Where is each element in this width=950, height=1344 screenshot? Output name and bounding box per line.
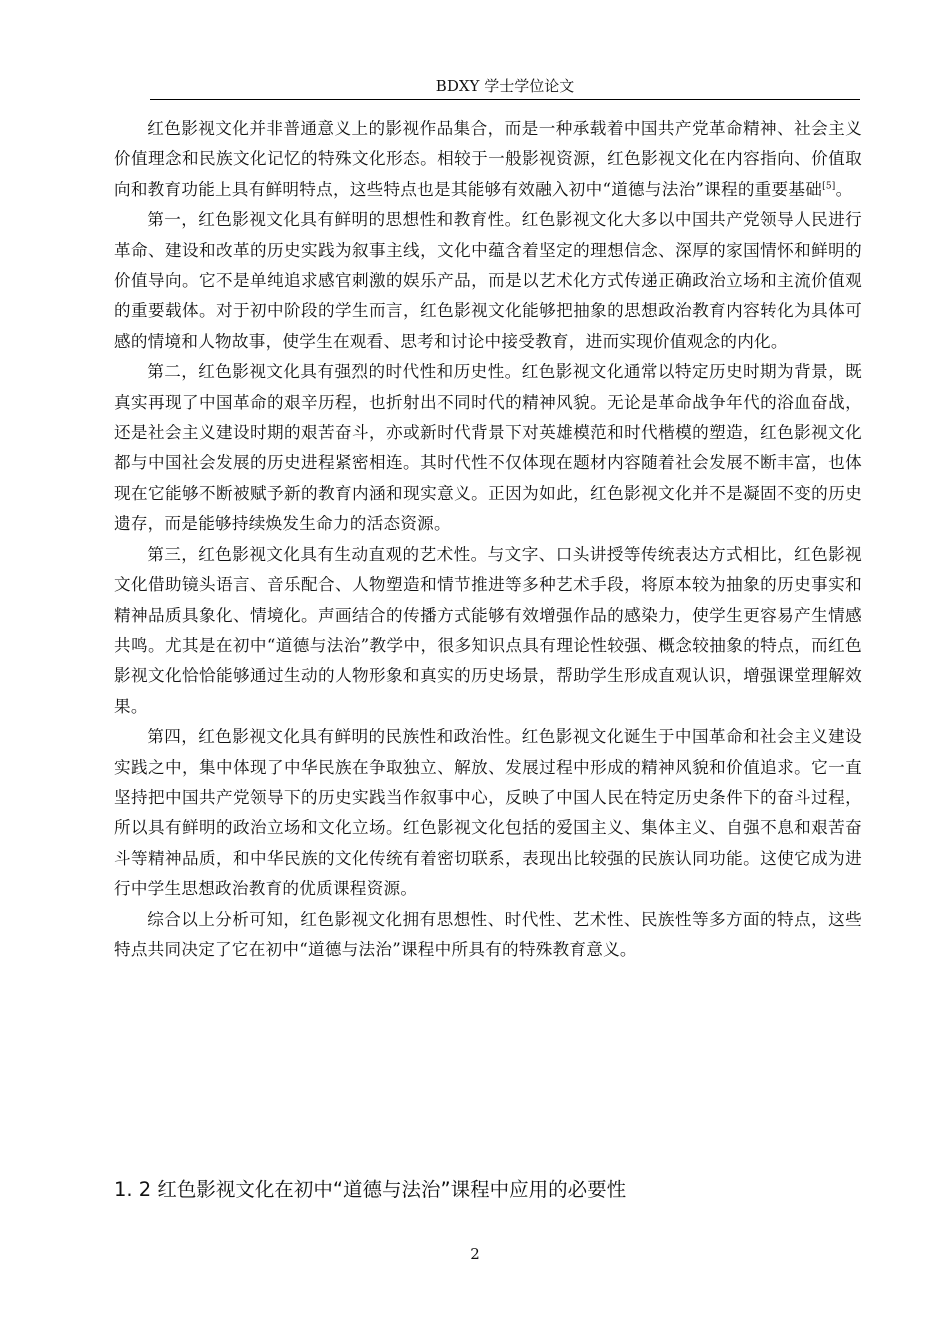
page-number: 2: [470, 1245, 480, 1263]
paragraph-second-point: 第二，红色影视文化具有强烈的时代性和历史性。红色影视文化通常以特定历史时期为背景，既真实再现了中国革命的艰辛历程，也折射出不同时代的精神风貌。无论是革命战争年代的浴血奋战，还是社会主义建设时期的艰苦奋斗，亦或新时代背景下对英雄模范和时代楷模的塑造，红色影视文化都与中国社会发展的历史进程紧密相连。其时代性不仅体现在题材内容随着社会发展不断丰富，也体现在它能够不断被赋予新的教育内涵和现实意义。正因为如此，红色影视文化并不是凝固不变的历史遗存，而是能够持续焕发生命力的活态资源。: [114, 362, 862, 534]
section-heading: 1. 2 红色影视文化在初中“道德与法治”课程中应用的必要性: [114, 1178, 627, 1201]
paragraph-first-point: 第一，红色影视文化具有鲜明的思想性和教育性。红色影视文化大多以中国共产党领导人民进行革命、建设和改革的历史实践为叙事主线，文化中蕴含着坚定的理想信念、深厚的家国情怀和鲜明的价值导向。它不是单纯追求感官刺激的娱乐产品，而是以艺术化方式传递正确政治立场和主流价值观的重要载体。对于初中阶段的学生而言，红色影视文化能够把抽象的思想政治教育内容转化为具体可感的情境和人物故事，使学生在观看、思考和讨论中接受教育，进而实现价值观念的内化。: [114, 210, 862, 351]
paragraph-summary: 综合以上分析可知，红色影视文化拥有思想性、时代性、艺术性、民族性等多方面的特点，这些特点共同决定了它在初中“道德与法治”课程中所具有的特殊教育意义。: [114, 909, 862, 959]
citation-marker: [5]: [822, 181, 836, 192]
paragraph-fourth-point: 第四，红色影视文化具有鲜明的民族性和政治性。红色影视文化诞生于中国革命和社会主义建设实践之中，集中体现了中华民族在争取独立、解放、发展过程中形成的精神风貌和价值追求。它一直坚持把中国共产党领导下的历史实践当作叙事中心，反映了中国人民在特定历史条件下的奋斗过程，所以具有鲜明的政治立场和文化立场。红色影视文化包括的爱国主义、集体主义、自强不息和艰苦奋斗等精神品质，和中华民族的文化传统有着密切联系，表现出比较强的民族认同功能。这使它成为进行中学生思想政治教育的优质课程资源。: [114, 727, 862, 899]
paragraph-intro-text: 红色影视文化并非普通意义上的影视作品集合，而是一种承载着中国共产党革命精神、社会主义价值理念和民族文化记忆的特殊文化形态。相较于一般影视资源，红色影视文化在内容指向、价值取向和教育功能上具有鲜明特点，这些特点也是其能够有效融入初中“道德与法治”课程的重要基础: [114, 119, 862, 199]
paragraph-intro: [114, 114, 862, 205]
running-header: BDXY 学士学位论文: [435, 77, 575, 95]
paragraph-intro-tail: 。: [835, 179, 853, 199]
body-text: [114, 114, 862, 965]
paragraph-third-point: 第三，红色影视文化具有生动直观的艺术性。与文字、口头讲授等传统表达方式相比，红色影视文化借助镜头语言、音乐配合、人物塑造和情节推进等多种艺术手段，将原本较为抽象的历史事实和精神品质具象化、情境化。声画结合的传播方式能够有效增强作品的感染力，使学生更容易产生情感共鸣。尤其是在初中“道德与法治”教学中，很多知识点具有理论性较强、概念较抽象的特点，而红色影视文化恰恰能够通过生动的人物形象和真实的历史场景，帮助学生形成直观认识，增强课堂理解效果。: [114, 544, 862, 716]
header-rule: [150, 99, 860, 100]
